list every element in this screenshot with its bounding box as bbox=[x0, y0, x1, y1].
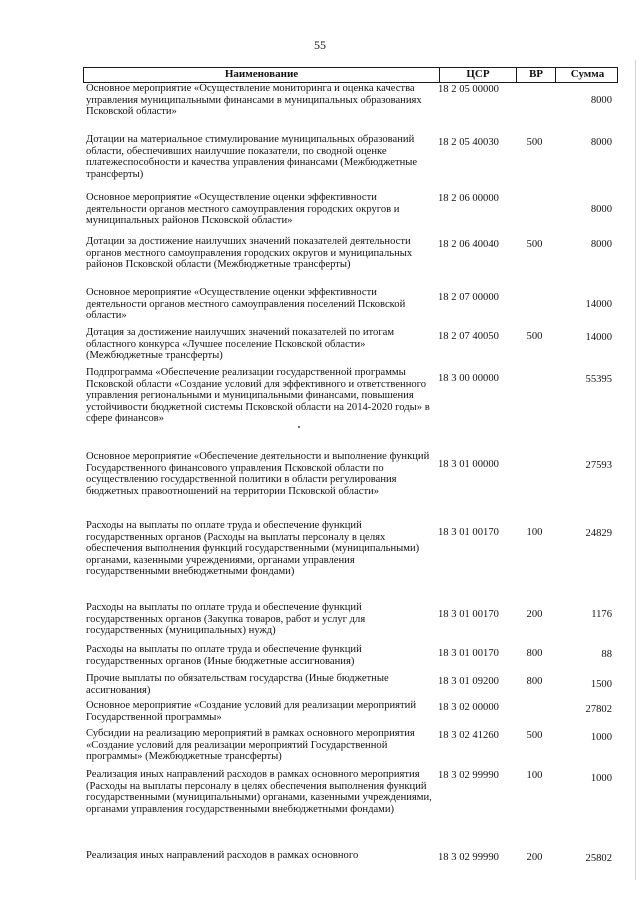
row-csr: 18 2 07 40050 bbox=[438, 331, 499, 342]
row-vr: 100 bbox=[526, 527, 543, 538]
row-csr: 18 3 00 00000 bbox=[438, 373, 499, 384]
row-sum: 1176 bbox=[591, 609, 612, 620]
table-row bbox=[83, 192, 618, 236]
row-vr: 800 bbox=[526, 648, 543, 659]
row-sum: 88 bbox=[601, 649, 612, 660]
row-sum: 8000 bbox=[590, 95, 612, 106]
row-sum: 14000 bbox=[585, 332, 612, 343]
row-name: Расходы на выплаты по оплате труда и обеспечение функций государственных органов (Расходы на выплаты персоналу в целях обеспечения выполнения функций государственными (муниципальными) органами, казенными учреждениями, органами управления государственными внебюджетными фондами) bbox=[86, 520, 420, 578]
scan-speck bbox=[298, 426, 300, 428]
row-vr bbox=[515, 367, 554, 451]
row-vr: 200 bbox=[526, 609, 543, 620]
table-row bbox=[83, 520, 618, 602]
row-csr: 18 2 06 00000 bbox=[438, 193, 499, 204]
row-sum: 27802 bbox=[585, 704, 612, 715]
row-vr: 500 bbox=[526, 730, 543, 741]
row-sum: 25802 bbox=[585, 853, 612, 864]
header-csr: ЦСР bbox=[439, 68, 516, 82]
row-csr: 18 3 01 00170 bbox=[438, 609, 499, 620]
row-name: Реализация иных направлений расходов в рамках основного мероприятия (Расходы на выплаты персоналу в целях обеспечения выполнения функций государственными (муниципальными) органами, казенными учреждениями, органами управления государственными внебюджетными фондами) bbox=[86, 769, 432, 815]
row-name: Основное мероприятие «Осуществление оценки эффективности деятельности органов местного самоуправления поселений Псковской области» bbox=[86, 287, 406, 322]
row-vr: 500 bbox=[526, 239, 543, 250]
row-name: Реализация иных направлений расходов в рамках основного bbox=[86, 850, 359, 861]
row-csr: 18 3 01 00000 bbox=[438, 459, 499, 470]
table-row bbox=[83, 327, 618, 367]
table-header bbox=[83, 67, 618, 83]
row-sum: 55395 bbox=[585, 374, 612, 385]
table-row bbox=[83, 236, 618, 287]
row-name: Дотации за достижение наилучших значений показателей деятельности органов местного самоуправления городских округов и муниципальных районов Псковской области (Межбюджетные трансферты) bbox=[86, 236, 413, 271]
row-csr: 18 2 07 00000 bbox=[438, 292, 499, 303]
row-sum: 1500 bbox=[590, 679, 612, 690]
row-sum: 8000 bbox=[590, 204, 612, 215]
table-row bbox=[83, 644, 618, 673]
header-name: Наименование bbox=[224, 68, 299, 80]
row-sum: 1000 bbox=[590, 732, 612, 743]
row-sum: 24829 bbox=[585, 528, 612, 539]
table-row bbox=[83, 83, 618, 134]
table-row bbox=[83, 769, 618, 850]
row-sum: 14000 bbox=[585, 299, 612, 310]
row-csr: 18 2 05 00000 bbox=[438, 84, 499, 95]
row-vr: 800 bbox=[526, 676, 543, 687]
row-csr: 18 2 06 40040 bbox=[438, 239, 499, 250]
row-vr: 500 bbox=[526, 137, 543, 148]
row-name: Дотация за достижение наилучших значений показателей по итогам областного конкурса «Лучшее поселение Псковской области» (Межбюджетные трансферты) bbox=[86, 327, 395, 362]
row-name: Подпрограмма «Обеспечение реализации государственной программы Псковской области «Создание условий для эффективного и ответственного управления региональными и муниципальными финансами, повышения устойчивости бюджетной системы Псковской области на 2014-2020 годы» в сфере финансов» bbox=[86, 367, 430, 425]
table-row bbox=[83, 728, 618, 769]
table-row bbox=[83, 700, 618, 728]
row-vr bbox=[515, 287, 554, 327]
row-csr: 18 3 01 00170 bbox=[438, 648, 499, 659]
table-row bbox=[83, 451, 618, 520]
row-vr: 100 bbox=[526, 770, 543, 781]
table-row bbox=[83, 287, 618, 327]
row-vr bbox=[515, 700, 554, 728]
header-sum: Сумма bbox=[555, 68, 619, 82]
row-name: Расходы на выплаты по оплате труда и обеспечение функций государственных органов (Иные бюджетные ассигнования) bbox=[86, 644, 362, 667]
row-csr: 18 2 05 40030 bbox=[438, 137, 499, 148]
table-row bbox=[83, 850, 618, 870]
row-csr: 18 3 02 99990 bbox=[438, 852, 499, 863]
row-name: Субсидии на реализацию мероприятий в рамках основного мероприятия «Создание условий для реализации мероприятий Государственной программы» (Межбюджетные трансферты) bbox=[86, 728, 415, 763]
row-sum: 8000 bbox=[590, 239, 612, 250]
row-sum: 1000 bbox=[590, 773, 612, 784]
row-vr bbox=[515, 451, 554, 520]
row-name: Основное мероприятие «Обеспечение деятельности и выполнение функций Государственного финансового управления Псковской области по осуществлению государственной политики в области регулирования бюджетных правоотношений на территории Псковской области» bbox=[86, 451, 430, 497]
table-row bbox=[83, 602, 618, 644]
row-name: Прочие выплаты по обязательствам государства (Иные бюджетные ассигнования) bbox=[86, 673, 389, 696]
row-vr: 500 bbox=[526, 331, 543, 342]
row-name: Основное мероприятие «Осуществление оценки эффективности деятельности органов местного самоуправления городских округов и муниципальных районов Псковской области» bbox=[86, 192, 400, 227]
table-row bbox=[83, 134, 618, 192]
row-sum: 27593 bbox=[585, 460, 612, 471]
row-name: Основное мероприятие «Создание условий для реализации мероприятий Государственной программы» bbox=[86, 700, 417, 723]
row-csr: 18 3 02 00000 bbox=[438, 702, 499, 713]
row-name: Основное мероприятие «Осуществление мониторинга и оценка качества управления муниципальными финансами в муниципальных образованиях Псковской области» bbox=[86, 83, 422, 118]
row-sum: 8000 bbox=[590, 137, 612, 148]
row-csr: 18 3 01 00170 bbox=[438, 527, 499, 538]
budget-table bbox=[83, 67, 618, 870]
row-vr bbox=[515, 83, 554, 134]
row-vr bbox=[515, 192, 554, 236]
row-name: Дотации на материальное стимулирование муниципальных образований области, обеспечивших наилучшие показатели, по сводной оценке платежеспособности и качества управления финансами (Межбюджетные трансферты) bbox=[86, 134, 418, 180]
row-csr: 18 3 02 99990 bbox=[438, 770, 499, 781]
row-csr: 18 3 02 41260 bbox=[438, 730, 499, 741]
row-csr: 18 3 01 09200 bbox=[438, 676, 499, 687]
page-edge bbox=[635, 60, 636, 880]
row-vr: 200 bbox=[526, 852, 543, 863]
row-name: Расходы на выплаты по оплате труда и обеспечение функций государственных органов (Закупка товаров, работ и услуг для государственных (муниципальных) нужд) bbox=[86, 602, 366, 637]
header-vr: ВР bbox=[516, 68, 555, 82]
page-number: 55 bbox=[314, 38, 326, 52]
table-row bbox=[83, 673, 618, 700]
table-row bbox=[83, 367, 618, 451]
